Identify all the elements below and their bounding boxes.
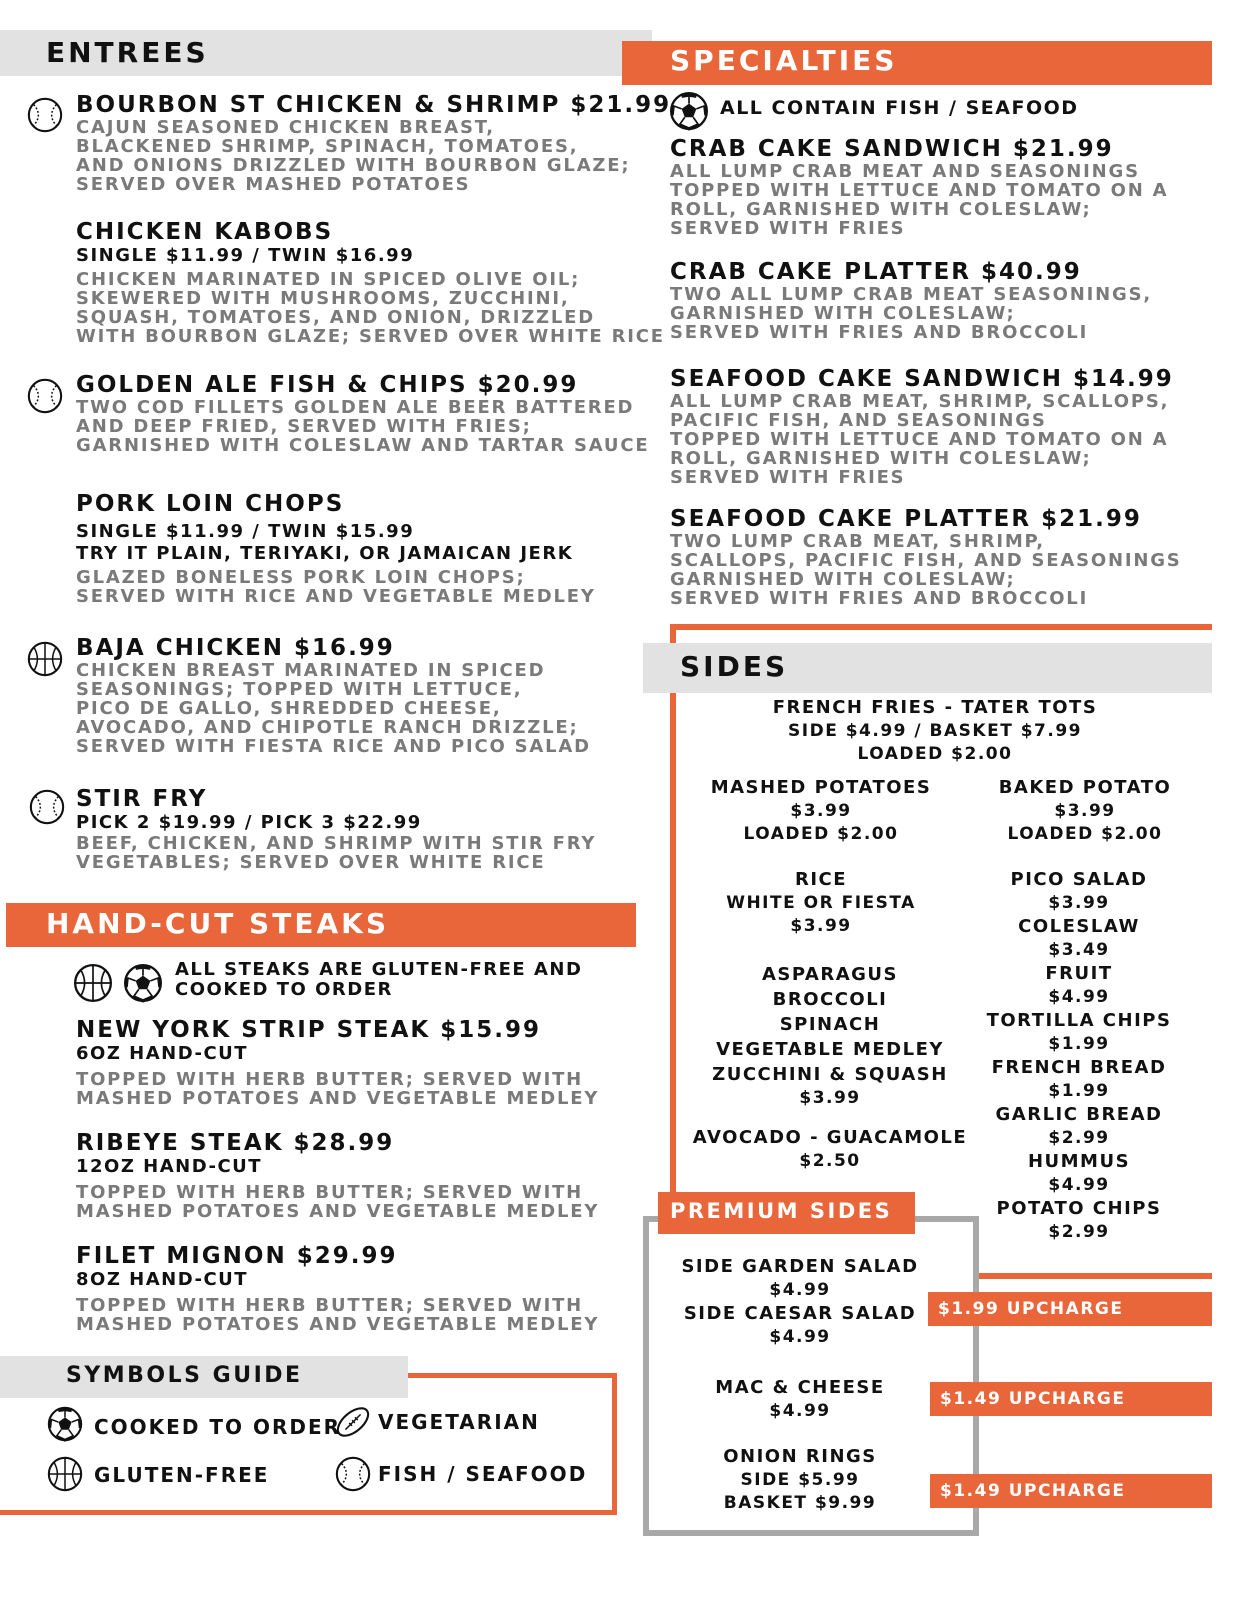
- premium-name: SIDE CAESAR SALAD: [683, 1303, 917, 1324]
- baseball-icon: [28, 788, 66, 826]
- steak-item: [76, 1130, 599, 1221]
- specialty-title: SEAFOOD CAKE SANDWICH $14.99: [670, 366, 1174, 392]
- basketball-icon: [26, 640, 64, 678]
- specialty-description: [670, 392, 1174, 487]
- desc-line: ROLL, GARNISHED WITH COLESLAW;: [670, 448, 1092, 469]
- side-name: POTATO CHIPS: [996, 1198, 1162, 1219]
- soccer-ball-icon: [122, 962, 164, 1004]
- soccer-ball-icon: [46, 1405, 84, 1443]
- side-name: FRUIT: [1045, 963, 1113, 984]
- premium-price: BASKET $9.99: [723, 1493, 877, 1513]
- side-price: WHITE OR FIESTA: [726, 893, 916, 913]
- desc-line: ROLL, GARNISHED WITH COLESLAW;: [670, 199, 1092, 220]
- side-name: FRENCH FRIES - TATER TOTS: [772, 697, 1098, 718]
- side-name: ASPARAGUS: [761, 964, 898, 985]
- entree-description: [76, 398, 649, 455]
- sides-heading: SIDES: [680, 650, 789, 683]
- side-price: $3.99: [799, 1088, 861, 1108]
- entree-title: CHICKEN KABOBS: [76, 219, 334, 245]
- side-price: LOADED $2.00: [743, 824, 899, 844]
- entree-description: [76, 834, 596, 872]
- steak-description: [76, 1296, 599, 1334]
- desc-line: TOPPED WITH HERB BUTTER; SERVED WITH: [76, 1182, 584, 1203]
- specialty-item: [670, 136, 1168, 238]
- specialty-description: [670, 285, 1152, 342]
- side-name: BAKED POTATO: [998, 777, 1172, 798]
- desc-line: TOPPED WITH LETTUCE AND TOMATO ON A: [670, 429, 1169, 450]
- basketball-icon: [72, 962, 114, 1004]
- side-name: FRENCH BREAD: [991, 1057, 1167, 1078]
- steaks-note-line: ALL STEAKS ARE GLUTEN-FREE AND: [175, 959, 583, 980]
- desc-line: SERVED OVER MASHED POTATOES: [76, 174, 471, 195]
- specialty-title: CRAB CAKE SANDWICH $21.99: [670, 136, 1114, 162]
- desc-line: ALL LUMP CRAB MEAT, SHRIMP, SCALLOPS,: [670, 391, 1170, 412]
- symbol-gluten-label: GLUTEN-FREE: [94, 1463, 270, 1487]
- desc-line: SERVED WITH FRIES: [670, 467, 906, 488]
- steak-size: 6OZ HAND-CUT: [76, 1043, 249, 1064]
- premium-mac: [670, 1376, 930, 1423]
- basketball-icon: [46, 1455, 84, 1493]
- steak-item: [76, 1017, 599, 1108]
- symbols-guide-top-line: [400, 1373, 617, 1378]
- side-name: BROCCOLI: [772, 989, 888, 1010]
- soccer-ball-icon: [668, 90, 710, 132]
- steaks-note-line: COOKED TO ORDER: [175, 979, 393, 1000]
- entree-price: SINGLE $11.99 / TWIN $16.99: [76, 245, 415, 266]
- desc-line: PICO DE GALLO, SHREDDED CHEESE,: [76, 698, 502, 719]
- desc-line: BLACKENED SHRIMP, SPINACH, TOMATOES,: [76, 136, 579, 157]
- desc-line: CHICKEN BREAST MARINATED IN SPICED: [76, 660, 546, 681]
- side-price: $2.99: [1048, 1128, 1110, 1148]
- symbol-cooked-label: COOKED TO ORDER: [94, 1415, 342, 1439]
- entree-description: [76, 270, 665, 346]
- baseball-icon: [26, 96, 64, 134]
- sides-veg: [700, 962, 960, 1110]
- side-name: HUMMUS: [1027, 1151, 1131, 1172]
- entree-option: TRY IT PLAIN, TERIYAKI, OR JAMAICAN JERK: [76, 543, 574, 564]
- sides-avocado: [680, 1126, 980, 1173]
- desc-line: GARNISHED WITH COLESLAW;: [670, 569, 1016, 590]
- desc-line: SQUASH, TOMATOES, AND ONION, DRIZZLED: [76, 307, 596, 328]
- steak-item: [76, 1243, 599, 1334]
- baseball-icon: [26, 377, 64, 415]
- specialty-item: [670, 366, 1174, 487]
- sides-mashed: [690, 776, 952, 846]
- side-price: $3.99: [790, 801, 852, 821]
- desc-line: GARNISHED WITH COLESLAW AND TARTAR SAUCE: [76, 435, 650, 456]
- entree-price: PICK 2 $19.99 / PICK 3 $22.99: [76, 812, 422, 833]
- premium-price: $4.99: [769, 1280, 831, 1300]
- desc-line: WITH BOURBON GLAZE; SERVED OVER WHITE RICE: [76, 326, 665, 347]
- side-name: TORTILLA CHIPS: [986, 1010, 1172, 1031]
- upcharge-badge: $1.99 UPCHARGE: [928, 1292, 1212, 1326]
- side-price: $2.50: [799, 1151, 861, 1171]
- desc-line: SKEWERED WITH MUSHROOMS, ZUCCHINI,: [76, 288, 570, 309]
- side-name: RICE: [794, 869, 848, 890]
- entree-title: PORK LOIN CHOPS: [76, 491, 345, 517]
- desc-line: SERVED WITH RICE AND VEGETABLE MEDLEY: [76, 586, 596, 607]
- symbol-vegetarian-label: VEGETARIAN: [378, 1410, 540, 1434]
- side-name: PICO SALAD: [1010, 869, 1148, 890]
- specialty-item: [670, 506, 1182, 608]
- symbols-guide-heading: SYMBOLS GUIDE: [66, 1363, 303, 1388]
- steak-title: FILET MIGNON $29.99: [76, 1243, 398, 1269]
- side-name: VEGETABLE MEDLEY: [716, 1039, 944, 1060]
- entree-item: [76, 372, 649, 455]
- premium-name: MAC & CHEESE: [715, 1377, 885, 1398]
- upcharge-badge: $1.49 UPCHARGE: [930, 1382, 1212, 1416]
- desc-line: TOPPED WITH HERB BUTTER; SERVED WITH: [76, 1069, 584, 1090]
- desc-line: PACIFIC FISH, AND SEASONINGS: [670, 410, 1047, 431]
- entree-title: STIR FRY: [76, 786, 208, 812]
- premium-name: ONION RINGS: [723, 1446, 877, 1467]
- baseball-icon: [334, 1455, 372, 1493]
- premium-price: $4.99: [769, 1327, 831, 1347]
- side-price: $4.99: [1048, 1175, 1110, 1195]
- desc-line: SERVED WITH FRIES AND BROCCOLI: [670, 588, 1089, 609]
- desc-line: SCALLOPS, PACIFIC FISH, AND SEASONINGS: [670, 550, 1182, 571]
- entrees-heading: ENTREES: [46, 36, 209, 69]
- side-name: AVOCADO - GUACAMOLE: [692, 1127, 968, 1148]
- specialties-heading: SPECIALTIES: [670, 44, 898, 77]
- desc-line: TWO COD FILLETS GOLDEN ALE BEER BATTERED: [76, 397, 635, 418]
- upcharge-badge: $1.49 UPCHARGE: [930, 1474, 1212, 1508]
- desc-line: VEGETABLES; SERVED OVER WHITE RICE: [76, 852, 546, 873]
- specialty-title: CRAB CAKE PLATTER $40.99: [670, 259, 1082, 285]
- steak-description: [76, 1070, 599, 1108]
- desc-line: AND DEEP FRIED, SERVED WITH FRIES;: [76, 416, 532, 437]
- desc-line: CAJUN SEASONED CHICKEN BREAST,: [76, 117, 495, 138]
- entree-item: [76, 92, 671, 194]
- desc-line: MASHED POTATOES AND VEGETABLE MEDLEY: [76, 1201, 600, 1222]
- steak-title: RIBEYE STEAK $28.99: [76, 1130, 395, 1156]
- side-price: $2.99: [1048, 1222, 1110, 1242]
- entree-description: [76, 118, 671, 194]
- entree-price: SINGLE $11.99 / TWIN $15.99: [76, 521, 415, 542]
- desc-line: SERVED WITH FRIES AND BROCCOLI: [670, 322, 1089, 343]
- sides-fries: [680, 696, 1190, 766]
- desc-line: SEASONINGS; TOPPED WITH LETTUCE,: [76, 679, 523, 700]
- side-price: $3.99: [1054, 801, 1116, 821]
- symbol-fish-label: FISH / SEAFOOD: [378, 1462, 588, 1486]
- entree-item: [76, 635, 591, 756]
- side-name: ZUCCHINI & SQUASH: [712, 1064, 948, 1085]
- side-price: $1.99: [1048, 1081, 1110, 1101]
- side-price: SIDE $4.99 / BASKET $7.99: [788, 721, 1082, 741]
- premium-heading: PREMIUM SIDES: [670, 1199, 893, 1223]
- side-name: SPINACH: [779, 1014, 881, 1035]
- side-name: COLESLAW: [1018, 916, 1140, 937]
- sides-right-list: [980, 868, 1178, 1244]
- side-price: LOADED $2.00: [857, 744, 1013, 764]
- steaks-note: [175, 960, 582, 1000]
- side-price: LOADED $2.00: [1007, 824, 1163, 844]
- steaks-heading: HAND-CUT STEAKS: [46, 907, 389, 940]
- side-price: $3.49: [1048, 940, 1110, 960]
- steak-size: 12OZ HAND-CUT: [76, 1156, 263, 1177]
- specialty-description: [670, 162, 1168, 238]
- desc-line: CHICKEN MARINATED IN SPICED OLIVE OIL;: [76, 269, 581, 290]
- side-price: $3.99: [790, 916, 852, 936]
- football-icon: [334, 1403, 372, 1441]
- side-name: MASHED POTATOES: [710, 777, 932, 798]
- desc-line: GARNISHED WITH COLESLAW;: [670, 303, 1016, 324]
- specialty-item: [670, 259, 1152, 342]
- premium-name: SIDE GARDEN SALAD: [681, 1256, 919, 1277]
- steak-size: 8OZ HAND-CUT: [76, 1269, 249, 1290]
- premium-onion: [670, 1445, 930, 1515]
- entree-title: BOURBON ST CHICKEN & SHRIMP $21.99: [76, 92, 672, 118]
- premium-price: $4.99: [769, 1401, 831, 1421]
- specialties-note: ALL CONTAIN FISH / SEAFOOD: [720, 97, 1079, 119]
- entree-title: BAJA CHICKEN $16.99: [76, 635, 395, 661]
- specialty-description: [670, 532, 1182, 608]
- desc-line: MASHED POTATOES AND VEGETABLE MEDLEY: [76, 1314, 600, 1335]
- specialty-title: SEAFOOD CAKE PLATTER $21.99: [670, 506, 1142, 532]
- premium-salads: [670, 1255, 930, 1349]
- desc-line: MASHED POTATOES AND VEGETABLE MEDLEY: [76, 1088, 600, 1109]
- steak-description: [76, 1183, 599, 1221]
- desc-line: AND ONIONS DRIZZLED WITH BOURBON GLAZE;: [76, 155, 631, 176]
- desc-line: TWO ALL LUMP CRAB MEAT SEASONINGS,: [670, 284, 1152, 305]
- desc-line: GLAZED BONELESS PORK LOIN CHOPS;: [76, 567, 526, 588]
- steak-title: NEW YORK STRIP STEAK $15.99: [76, 1017, 542, 1043]
- sides-rice: [690, 868, 952, 938]
- desc-line: BEEF, CHICKEN, AND SHRIMP WITH STIR FRY: [76, 833, 597, 854]
- desc-line: TOPPED WITH HERB BUTTER; SERVED WITH: [76, 1295, 584, 1316]
- desc-line: SERVED WITH FIESTA RICE AND PICO SALAD: [76, 736, 591, 757]
- desc-line: SERVED WITH FRIES: [670, 218, 906, 239]
- sides-baked: [980, 776, 1190, 846]
- entree-title: GOLDEN ALE FISH & CHIPS $20.99: [76, 372, 579, 398]
- side-price: $3.99: [1048, 893, 1110, 913]
- side-price: $4.99: [1048, 987, 1110, 1007]
- side-price: $1.99: [1048, 1034, 1110, 1054]
- desc-line: TWO LUMP CRAB MEAT, SHRIMP,: [670, 531, 1045, 552]
- entree-item: [76, 219, 665, 346]
- side-name: GARLIC BREAD: [995, 1104, 1163, 1125]
- entree-description: [76, 568, 596, 606]
- desc-line: AVOCADO, AND CHIPOTLE RANCH DRIZZLE;: [76, 717, 579, 738]
- desc-line: ALL LUMP CRAB MEAT AND SEASONINGS: [670, 161, 1140, 182]
- premium-price: SIDE $5.99: [740, 1470, 860, 1490]
- entree-item: [76, 786, 596, 872]
- entree-description: [76, 661, 591, 756]
- desc-line: TOPPED WITH LETTUCE AND TOMATO ON A: [670, 180, 1169, 201]
- entree-item: [76, 491, 596, 606]
